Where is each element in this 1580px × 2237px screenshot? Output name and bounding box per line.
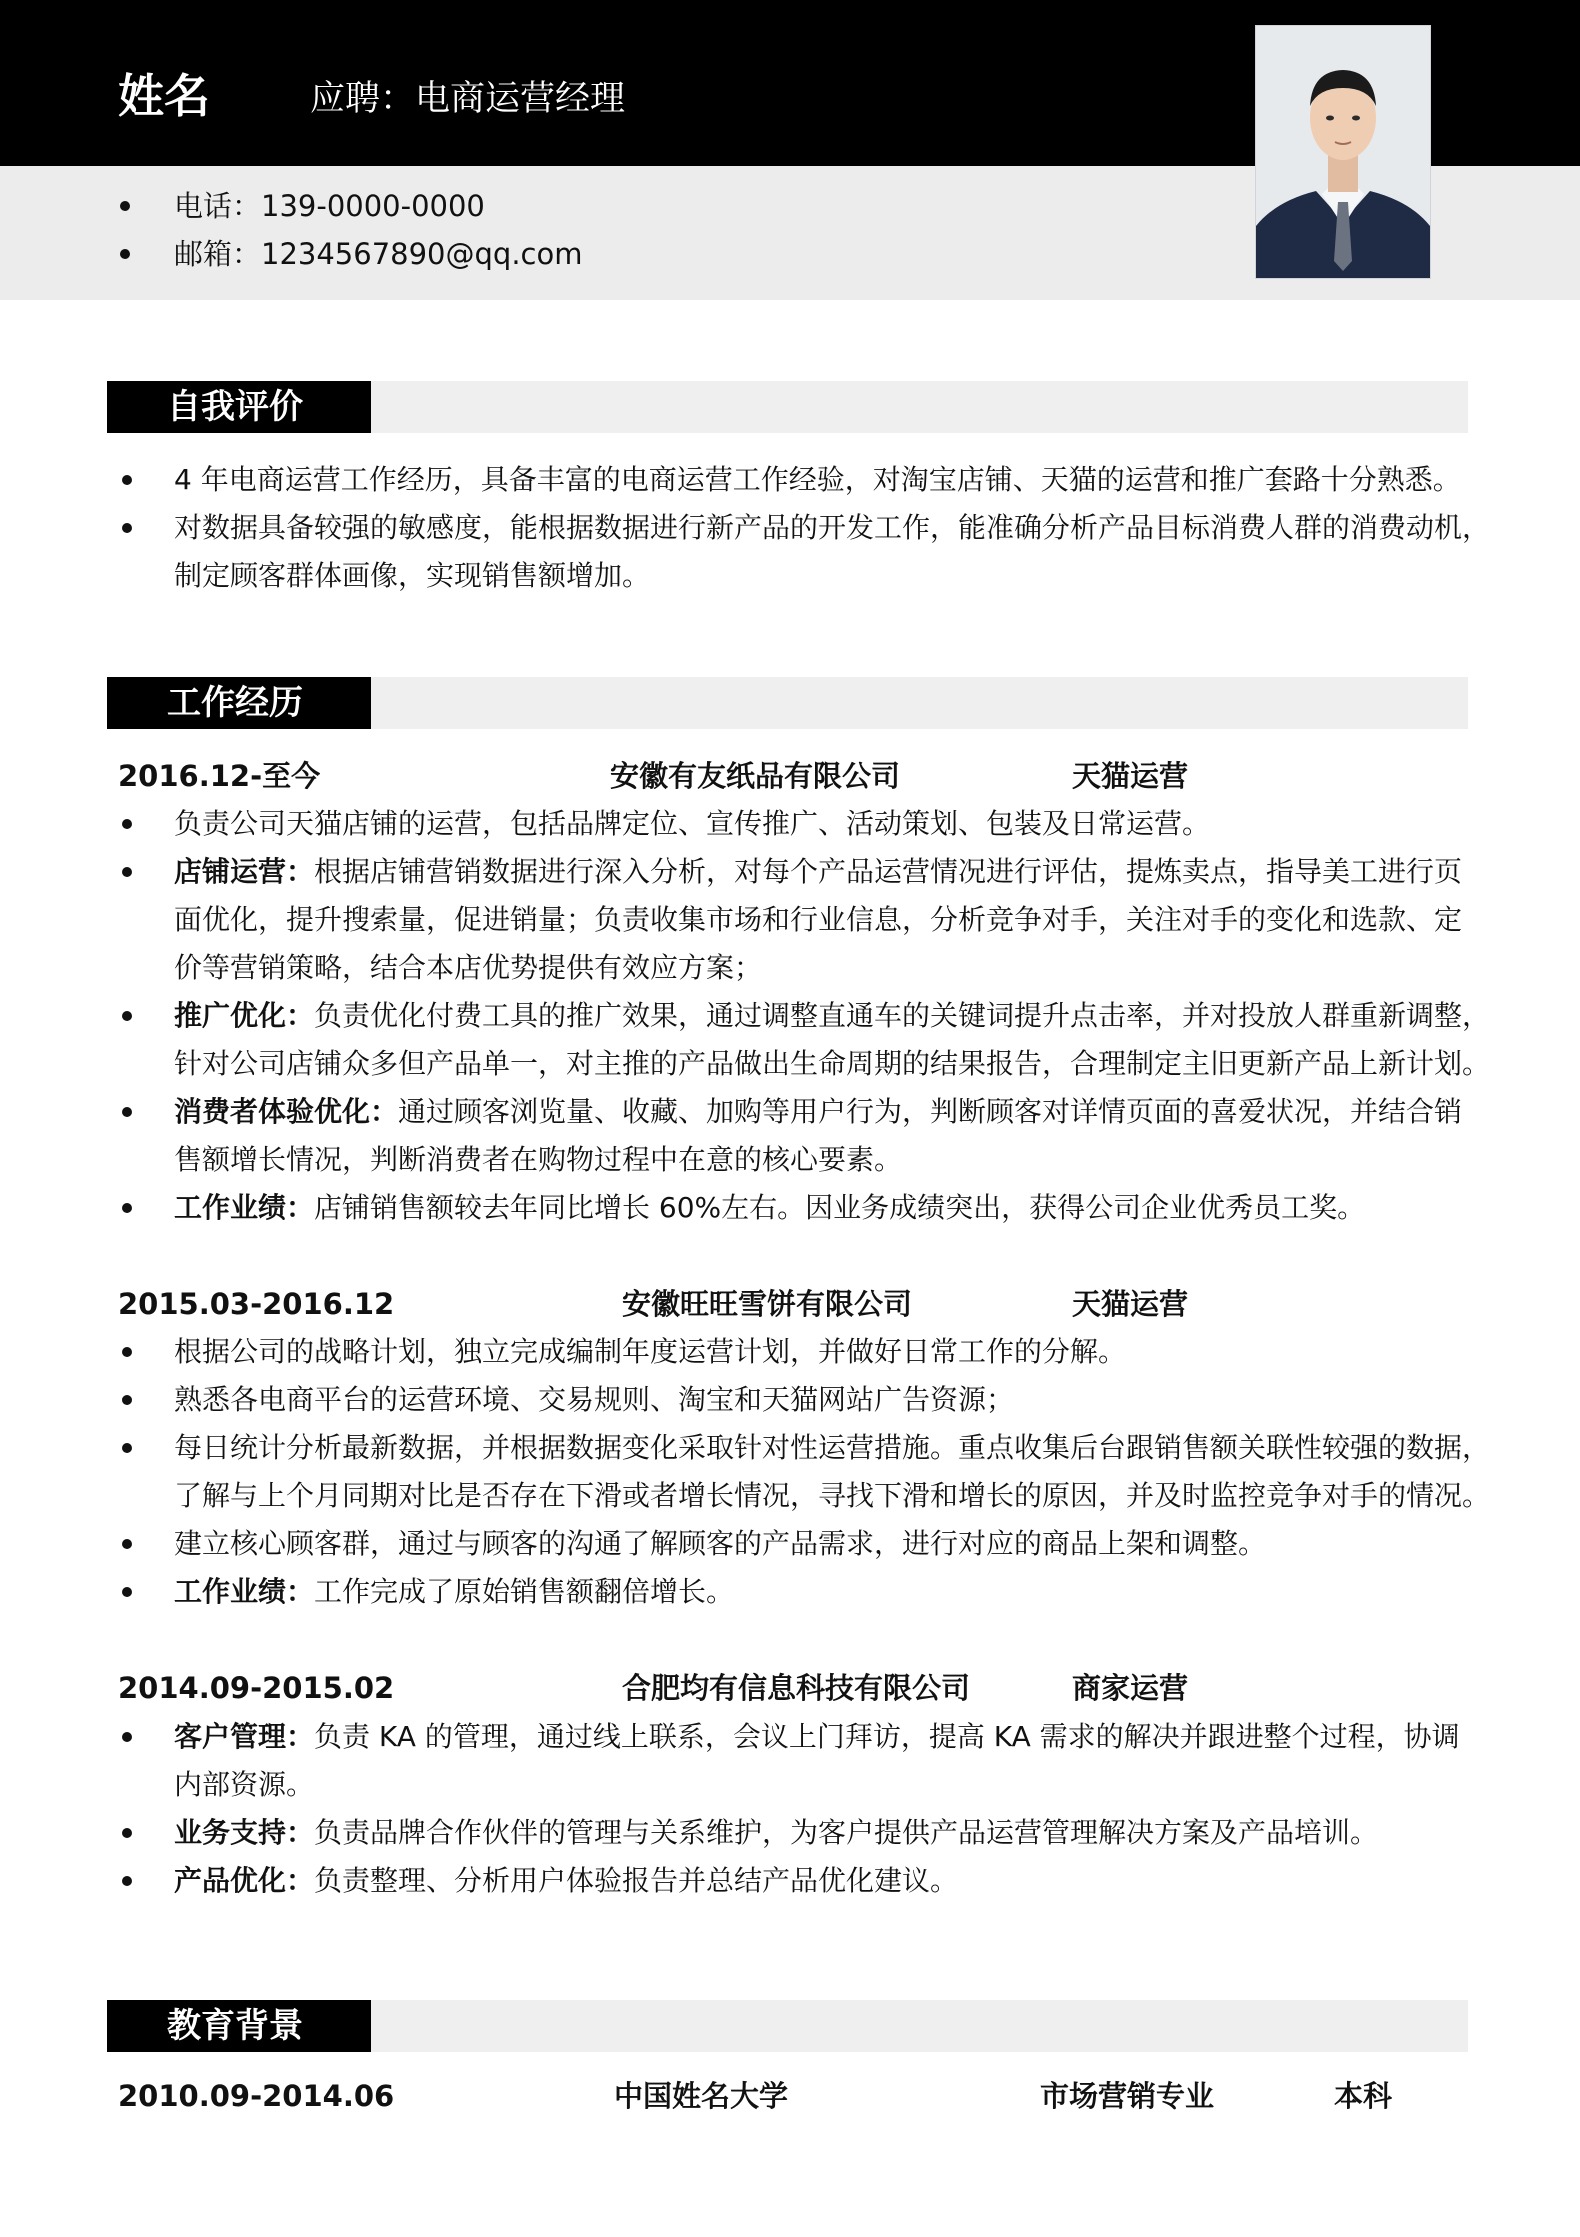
list-item: 4 年电商运营工作经历，具备丰富的电商运营工作经验，对淘宝店铺、天猫的运营和推广套路十分熟悉。 (118, 456, 1470, 504)
job-company: 安徽旺旺雪饼有限公司 (622, 1287, 913, 1321)
job-header (118, 1664, 1470, 1712)
section-title: 工作经历 (107, 677, 371, 729)
section-title: 教育背景 (107, 2000, 371, 2052)
job-target: 应聘：电商运营经理 (310, 79, 626, 119)
list-item: 产品优化：负责整理、分析用户体验报告并总结产品优化建议。 (118, 1857, 1470, 1905)
job-date: 2016.12-至今 (118, 759, 321, 793)
list-item: 客户管理：负责 KA 的管理，通过线上联系，会议上门拜访，提高 KA 需求的解决并跟进整个过程，协调 内部资源。 (118, 1713, 1470, 1809)
list-item: 每日统计分析最新数据，并根据数据变化采取针对性运营措施。重点收集后台跟销售额关联性较强的数据， 了解与上个月同期对比是否存在下滑或者增长情况，寻找下滑和增长的原因，并及时监控竞争对手的情况。 (118, 1424, 1470, 1520)
section-education (107, 2000, 1468, 2052)
list-item: 业务支持：负责品牌合作伙伴的管理与关系维护，为客户提供产品运营管理解决方案及产品培训。 (118, 1809, 1470, 1857)
list-item: 熟悉各电商平台的运营环境、交易规则、淘宝和天猫网站广告资源； (118, 1376, 1470, 1424)
section-title: 自我评价 (107, 381, 371, 433)
edu-degree: 本科 (1334, 2079, 1393, 2113)
profile-photo (1255, 25, 1431, 279)
list-item: 建立核心顾客群，通过与顾客的沟通了解顾客的产品需求，进行对应的商品上架和调整。 (118, 1520, 1470, 1568)
job-header (118, 1280, 1470, 1328)
job-header (118, 752, 1470, 800)
job-duties (118, 1328, 1491, 1616)
section-self-evaluation (107, 381, 1468, 433)
candidate-name: 姓名 (118, 69, 210, 123)
edu-major: 市场营销专业 (1040, 2079, 1215, 2113)
edu-date: 2010.09-2014.06 (118, 2079, 395, 2113)
job-company: 合肥均有信息科技有限公司 (622, 1671, 971, 1705)
job-date: 2015.03-2016.12 (118, 1287, 395, 1321)
job-duties (118, 800, 1491, 1232)
self-evaluation-list (118, 456, 1491, 600)
list-item: 对数据具备较强的敏感度，能根据数据进行新产品的开发工作，能准确分析产品目标消费人群的消费动机， 制定顾客群体画像，实现销售额增加。 (118, 504, 1470, 600)
job-company: 安徽有友纸品有限公司 (610, 759, 901, 793)
list-item: 根据公司的战略计划，独立完成编制年度运营计划，并做好日常工作的分解。 (118, 1328, 1470, 1376)
contact-email: 邮箱：1234567890@qq.com (118, 234, 582, 274)
list-item: 消费者体验优化：通过顾客浏览量、收藏、加购等用户行为，判断顾客对详情页面的喜爱状况，并结合销 售额增长情况，判断消费者在购物过程中在意的核心要素。 (118, 1088, 1470, 1184)
list-item: 店铺运营：根据店铺营销数据进行深入分析，对每个产品运营情况进行评估，提炼卖点，指导美工进行页 面优化，提升搜索量，促进销量；负责收集市场和行业信息，分析竞争对手，关注对手的变化和选款、定 价等营销策略，结合本店优势提供有效应方案； (118, 848, 1470, 992)
list-item: 工作业绩：店铺销售额较去年同比增长 60%左右。因业务成绩突出，获得公司企业优秀员工奖。 (118, 1184, 1470, 1232)
contact-phone: 电话：139-0000-0000 (118, 186, 485, 226)
list-item: 负责公司天猫店铺的运营，包括品牌定位、宣传推广、活动策划、包装及日常运营。 (118, 800, 1470, 848)
edu-school: 中国姓名大学 (614, 2079, 789, 2113)
job-role: 天猫运营 (1072, 759, 1189, 793)
job-date: 2014.09-2015.02 (118, 1671, 395, 1705)
job-role: 天猫运营 (1072, 1287, 1189, 1321)
job-role: 商家运营 (1072, 1671, 1189, 1705)
education-row (118, 2072, 1470, 2120)
job-duties (118, 1713, 1470, 1905)
section-work-experience (107, 677, 1468, 729)
list-item: 推广优化：负责优化付费工具的推广效果，通过调整直通车的关键词提升点击率，并对投放人群重新调整， 针对公司店铺众多但产品单一，对主推的产品做出生命周期的结果报告，合理制定主旧更新产品上新计划。 (118, 992, 1470, 1088)
list-item: 工作业绩：工作完成了原始销售额翻倍增长。 (118, 1568, 1470, 1616)
